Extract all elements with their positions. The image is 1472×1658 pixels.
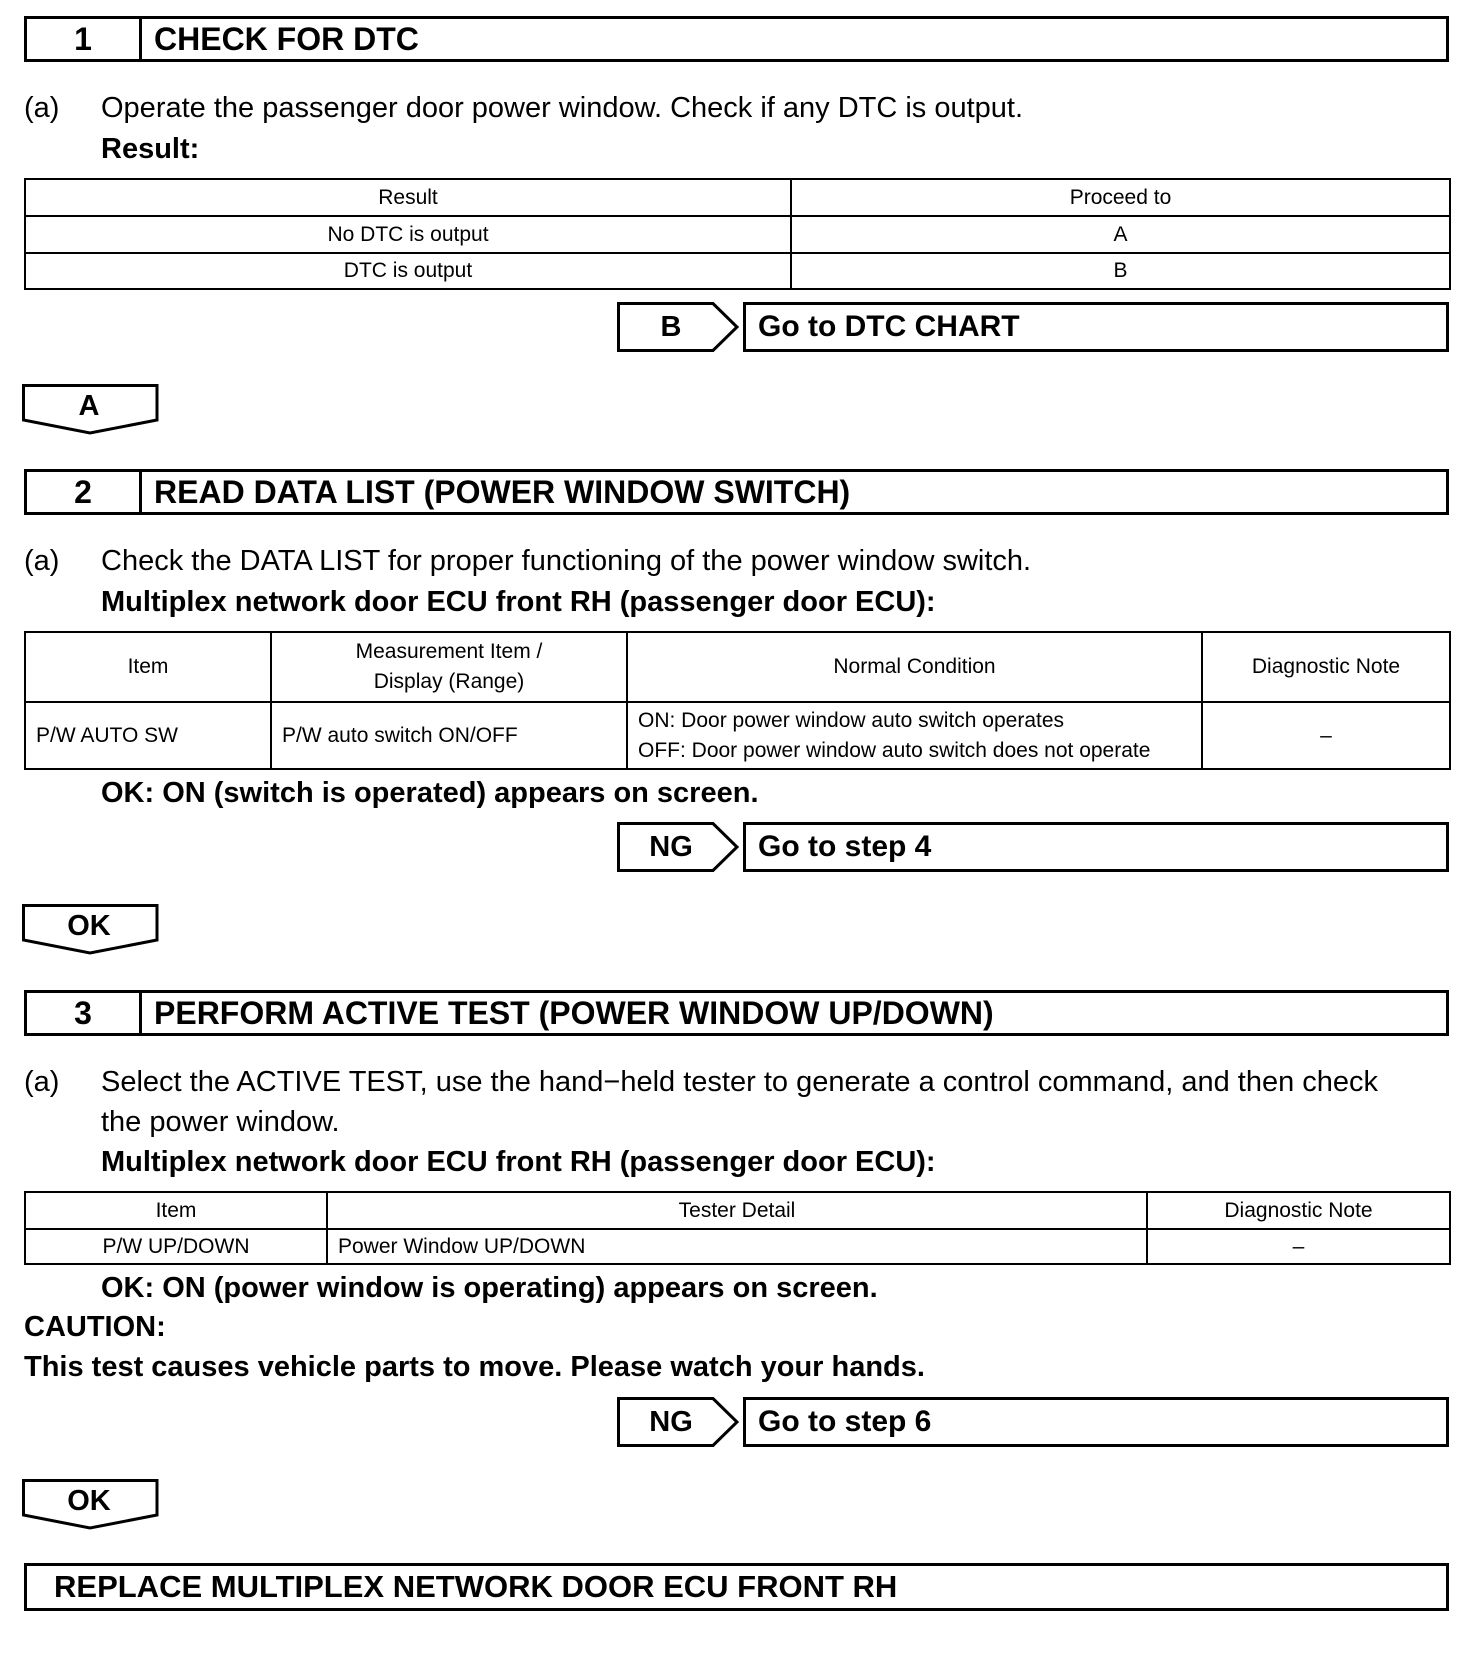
branch-tag [617, 1397, 740, 1447]
branch-destination[interactable]: Go to step 6 [743, 1397, 1449, 1447]
branch-tag [617, 302, 740, 352]
branch-ng[interactable] [617, 1397, 932, 1447]
continue-label: A [78, 389, 100, 422]
active-test-table [24, 1191, 1451, 1265]
branch-tag-label: B [660, 310, 682, 343]
table-cell: P/W AUTO SW [25, 702, 271, 769]
branch-tag [617, 822, 740, 872]
normal-off: OFF: Door power window auto switch does not operate [638, 738, 1151, 762]
final-action-box: REPLACE MULTIPLEX NETWORK DOOR ECU FRONT RH [24, 1563, 1449, 1611]
step-title: PERFORM ACTIVE TEST (POWER WINDOW UP/DOWN) [154, 994, 994, 1031]
result-table [24, 178, 1451, 290]
instruction-text-line1: Select the ACTIVE TEST, use the hand−held tester to generate a control command, and then check [101, 1066, 1379, 1098]
ecu-heading: Multiplex network door ECU front RH (passenger door ECU): [101, 586, 936, 618]
table-cell: – [1202, 702, 1450, 769]
table-cell: P/W UP/DOWN [25, 1229, 327, 1264]
instruction-text: Check the DATA LIST for proper functioning of the power window switch. [101, 545, 1032, 577]
continue-label: OK [67, 909, 111, 942]
table-header: Proceed to [791, 179, 1450, 216]
branch-b[interactable] [617, 302, 1020, 352]
header-line: Measurement Item / [355, 640, 543, 663]
branch-ng[interactable] [617, 822, 932, 872]
caution-text: This test causes vehicle parts to move. Please watch your hands. [24, 1351, 925, 1383]
table-cell: P/W auto switch ON/OFF [271, 702, 627, 769]
table-cell: Power Window UP/DOWN [327, 1229, 1147, 1264]
table-header: Item [25, 1192, 327, 1229]
table-cell: A [791, 216, 1450, 253]
instruction-label: (a) [24, 1066, 60, 1098]
instruction-label: (a) [24, 92, 60, 124]
step-title: READ DATA LIST (POWER WINDOW SWITCH) [154, 473, 851, 510]
step-3-header [24, 990, 1449, 1036]
normal-on: ON: Door power window auto switch operates [638, 708, 1065, 732]
branch-tag-label: NG [649, 830, 693, 863]
table-cell: B [791, 253, 1450, 289]
result-heading: Result: [101, 133, 200, 165]
table-header: Result [25, 179, 791, 216]
step-2-header [24, 469, 1449, 515]
table-cell: No DTC is output [25, 216, 791, 253]
table-header: Diagnostic Note [1202, 632, 1450, 702]
table-cell: DTC is output [25, 253, 791, 289]
table-cell: – [1147, 1229, 1450, 1264]
continue-ok [22, 1479, 160, 1531]
table-header: Diagnostic Note [1147, 1192, 1450, 1229]
step-number: 3 [27, 993, 142, 1033]
instruction-label: (a) [24, 545, 60, 577]
header-line: Display (Range) [373, 670, 525, 693]
caution-heading: CAUTION: [24, 1311, 166, 1343]
instruction-text-line2: the power window. [101, 1106, 340, 1138]
table-header: Normal Condition [627, 632, 1202, 702]
table-cell [627, 702, 1202, 769]
step-number: 1 [27, 19, 142, 59]
step-title: CHECK FOR DTC [154, 20, 419, 57]
table-header: Tester Detail [327, 1192, 1147, 1229]
continue-a [22, 384, 160, 436]
table-header: Item [25, 632, 271, 702]
branch-tag-label: NG [649, 1405, 693, 1438]
data-list-table [24, 631, 1451, 770]
instruction-text: Operate the passenger door power window. Check if any DTC is output. [101, 92, 1024, 124]
step-number: 2 [27, 472, 142, 512]
ok-text: OK: ON (switch is operated) appears on screen. [101, 777, 759, 809]
branch-destination[interactable]: Go to DTC CHART [743, 302, 1449, 352]
ok-text: OK: ON (power window is operating) appears on screen. [101, 1272, 878, 1304]
table-header [271, 632, 627, 702]
continue-label: OK [67, 1484, 111, 1517]
branch-destination[interactable]: Go to step 4 [743, 822, 1449, 872]
continue-ok [22, 904, 160, 956]
ecu-heading: Multiplex network door ECU front RH (passenger door ECU): [101, 1146, 936, 1178]
step-1-header [24, 16, 1449, 62]
